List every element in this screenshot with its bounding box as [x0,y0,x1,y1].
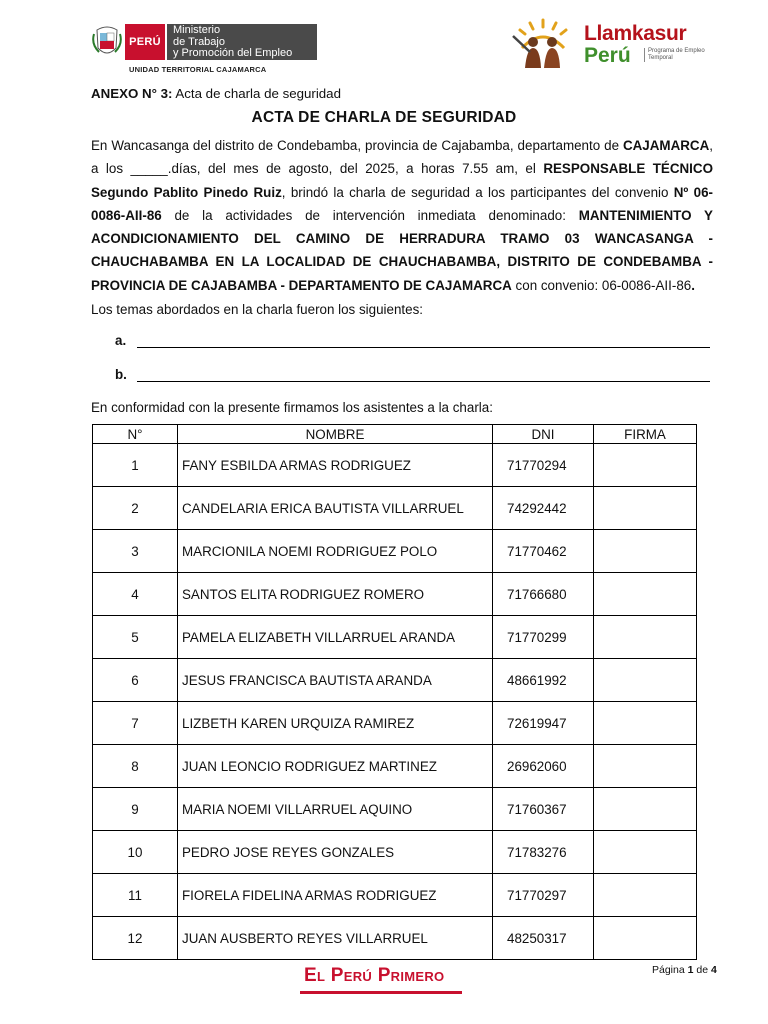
page-total: 4 [710,964,717,976]
header-number: N° [93,425,178,444]
page-current: 1 [687,964,694,976]
para-bold-3: Nº 06-0086-AII-86 [91,184,713,223]
row-dni: 71783276 [493,831,594,874]
ministry-logo [91,22,317,76]
row-signature-cell [594,788,697,831]
program-tagline: Programa de Empleo Temporal [644,48,710,62]
sun-workers-icon [508,18,578,70]
row-number: 9 [93,788,178,831]
table-row [93,831,697,874]
header-signature: FIRMA [594,425,697,444]
page-number [652,964,717,976]
row-signature-cell [594,745,697,788]
row-dni: 48250317 [493,917,594,960]
row-dni: 74292442 [493,487,594,530]
row-number: 4 [93,573,178,616]
row-signature-cell [594,616,697,659]
intro-paragraph [91,134,713,297]
row-signature-cell [594,487,697,530]
header-name: NOMBRE [178,425,493,444]
row-dni: 71770462 [493,530,594,573]
para-text-3: , brindó la charla de seguridad a los participantes del convenio [281,184,674,200]
ministry-line-3: y Promoción del Empleo [173,47,293,59]
row-number: 1 [93,444,178,487]
row-number: 7 [93,702,178,745]
row-number: 10 [93,831,178,874]
document-title: ACTA DE CHARLA DE SEGURIDAD [251,109,517,126]
footer-slogan-logo [300,963,466,997]
row-signature-cell [594,917,697,960]
para-text-1: En Wancasanga del distrito de Condebamba, provincia de Cajabamba, departamento de [91,138,623,153]
table-row [93,702,697,745]
footer-slogan: El Perú Primero [304,965,445,986]
para-bold-4: MANTENIMIENTO Y ACONDICIONAMIENTO DEL CAMINO DE HERRADURA TRAMO 03 WANCASANGA - CHAUCHABAMBA EN LA LOCALIDAD DE CHAUCHABAMBA, DISTRITO DE CONDEBAMBA - PROVINCIA DE CAJABAMBA - DEPARTAMENTO DE CAJAMARCA [91,207,713,293]
row-number: 5 [93,616,178,659]
row-number: 2 [93,487,178,530]
row-dni: 26962060 [493,745,594,788]
table-row [93,530,697,573]
page-prefix: Página [652,964,688,976]
row-signature-cell [594,874,697,917]
topic-b-label: b. [115,367,127,382]
row-number: 8 [93,745,178,788]
table-row [93,659,697,702]
annex-number: ANEXO N° 3: [91,86,173,101]
row-number: 6 [93,659,178,702]
para-bold-5: . [691,277,695,293]
row-dni: 71770294 [493,444,594,487]
attendance-table [92,424,697,960]
row-name: FANY ESBILDA ARMAS RODRIGUEZ [178,444,493,487]
ministry-line-2: de Trabajo [173,35,225,48]
row-dni: 48661992 [493,659,594,702]
row-signature-cell [594,573,697,616]
table-row [93,616,697,659]
page-of: de [693,964,711,976]
table-row [93,917,697,960]
row-name: FIORELA FIDELINA ARMAS RODRIGUEZ [178,874,493,917]
row-signature-cell [594,444,697,487]
row-number: 12 [93,917,178,960]
table-row [93,788,697,831]
row-name: SANTOS ELITA RODRIGUEZ ROMERO [178,573,493,616]
peru-badge: PERÚ [125,24,165,60]
row-number: 11 [93,874,178,917]
topic-b-line [137,381,710,382]
table-row [93,444,697,487]
para-bold-2: RESPONSABLE TÉCNICO Segundo Pablito Pinedo Ruiz [91,161,713,200]
ministry-line-1: Ministerio [173,24,221,36]
table-header-row [93,425,697,444]
row-number: 3 [93,530,178,573]
ministry-name [167,24,317,60]
row-signature-cell [594,831,697,874]
table-row [93,874,697,917]
row-dni: 71770297 [493,874,594,917]
footer-underline [300,991,462,994]
territorial-unit: UNIDAD TERRITORIAL CAJAMARCA [129,65,267,74]
row-name: JUAN LEONCIO RODRIGUEZ MARTINEZ [178,745,493,788]
program-name-line-2: Perú [584,44,631,67]
row-name: LIZBETH KAREN URQUIZA RAMIREZ [178,702,493,745]
topic-a-label: a. [115,333,127,348]
row-dni: 71766680 [493,573,594,616]
row-dni: 71760367 [493,788,594,831]
row-dni: 71770299 [493,616,594,659]
row-signature-cell [594,702,697,745]
table-row [93,573,697,616]
para-text-2: , a los _____.días, del mes de agosto, del 2025, a horas 7.55 am, el [91,138,713,177]
header-dni: DNI [493,425,594,444]
row-signature-cell [594,530,697,573]
program-logo [508,18,708,70]
row-name: PAMELA ELIZABETH VILLARRUEL ARANDA [178,616,493,659]
table-row [93,487,697,530]
para-bold-1: CAJAMARCA [622,138,710,153]
row-dni: 72619947 [493,702,594,745]
topic-a-line [137,347,710,348]
row-name: MARCIONILA NOEMI RODRIGUEZ POLO [178,530,493,573]
row-signature-cell [594,659,697,702]
row-name: MARIA NOEMI VILLARRUEL AQUINO [178,788,493,831]
conformity-text: En conformidad con la presente firmamos los asistentes a la charla: [91,400,493,415]
para-text-4: de la actividades de intervención inmediata denominado: [161,207,579,223]
table-row [93,745,697,788]
annex-label [91,86,341,101]
program-name-line-1: Llamkasur [584,22,687,45]
row-name: PEDRO JOSE REYES GONZALES [178,831,493,874]
annex-description: Acta de charla de seguridad [172,86,341,101]
coat-of-arms-icon [91,24,123,60]
row-name: JESUS FRANCISCA BAUTISTA ARANDA [178,659,493,702]
topics-intro: Los temas abordados en la charla fueron los siguientes: [91,302,423,317]
row-name: CANDELARIA ERICA BAUTISTA VILLARRUEL [178,487,493,530]
row-name: JUAN AUSBERTO REYES VILLARRUEL [178,917,493,960]
para-text-5: con convenio: 06-0086-AII-86 [511,277,692,293]
